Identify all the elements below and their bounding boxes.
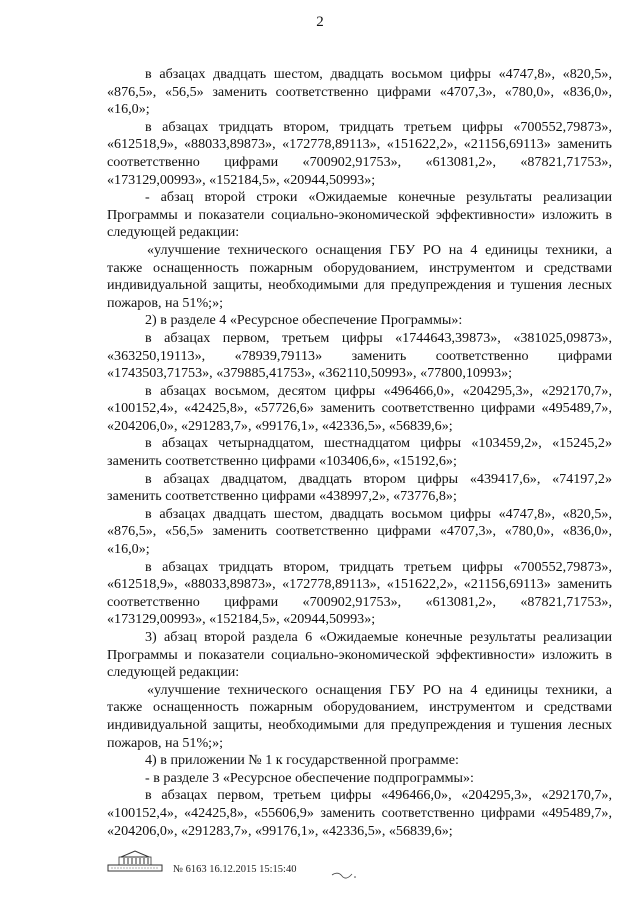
paragraph: в абзацах двадцать шестом, двадцать восьмом цифры «4747,8», «820,5», «876,5», «56,5» заменить соответственно цифрами «4707,3», «780,0», «836,0», «16,0»; (107, 66, 612, 118)
paragraph: в абзацах тридцать втором, тридцать третьем цифры «700552,79873», «612518,9», «88033,89873», «172778,89113», «151622,2», «21156,69113» заменить соответственно цифрами «700902,91753», «613081,2», «87821,71753», «173129,00993», «152184,5», «20944,50993»; (107, 118, 612, 188)
paragraph: 3) абзац второй раздела 6 «Ожидаемые конечные результаты реализации Программы и показатели социально-экономической эффективности» изложить в следующей редакции: (107, 629, 612, 681)
document-body (107, 66, 612, 840)
paragraph: «улучшение технического оснащения ГБУ РО на 4 единицы техники, а также оснащенность пожарным оборудованием, инструментом и средствами индивидуальной защиты, необходимыми для предупреждения и тушения лесных пожаров, на 51%;»; (107, 681, 612, 751)
paragraph: в абзацах тридцать втором, тридцать третьем цифры «700552,79873», «612518,9», «88033,89873», «172778,89113», «151622,2», «21156,69113» заменить соответственно цифрами «700902,91753», «613081,2», «87821,71753», «173129,00993», «152184,5», «20944,50993»; (107, 558, 612, 628)
paragraph: в абзацах первом, третьем цифры «1744643,39873», «381025,09873», «363250,19113», «78939,79113» заменить соответственно цифрами «1743503,71753», «379885,41753», «362110,50993», «77800,10993»; (107, 329, 612, 382)
paragraph: 2) в разделе 4 «Ресурсное обеспечение Программы»: (145, 312, 463, 329)
paragraph: в абзацах четырнадцатом, шестнадцатом цифры «103459,2», «15245,2» заменить соответственно цифрами «103406,6», «15192,6»; (107, 435, 612, 470)
paragraph: в абзацах восьмом, десятом цифры «496466,0», «204295,3», «292170,7», «100152,4», «42425,8», «57726,6» заменить соответственно цифрами «495489,7», «204206,0», «291283,7», «99176,1», «42336,5», «56839,6»; (107, 382, 612, 434)
paragraph: - абзац второй строки «Ожидаемые конечные результаты реализации Программы и показатели социально-экономической эффективности» изложить в следующей редакции: (107, 189, 612, 241)
ink-mark-icon (330, 868, 360, 882)
registration-footer (107, 848, 527, 878)
paragraph: в абзацах двадцатом, двадцать втором цифры «439417,6», «74197,2» заменить соответственно цифрами «438997,2», «73776,8»; (107, 470, 612, 505)
building-seal-icon (107, 848, 163, 874)
paragraph: в абзацах первом, третьем цифры «496466,0», «204295,3», «292170,7», «100152,4», «42425,8», «55606,9» заменить соответственно цифрами «495489,7», «204206,0», «291283,7», «99176,1», «42336,5», «56839,6»; (107, 787, 612, 839)
paragraph: 4) в приложении № 1 к государственной программе: (145, 752, 459, 769)
paragraph: в абзацах двадцать шестом, двадцать восьмом цифры «4747,8», «820,5», «876,5», «56,5» заменить соответственно цифрами «4707,3», «780,0», «836,0», «16,0»; (107, 505, 612, 558)
page-number: 2 (316, 14, 324, 30)
paragraph: - в разделе 3 «Ресурсное обеспечение подпрограммы»: (145, 769, 474, 786)
paragraph: «улучшение технического оснащения ГБУ РО на 4 единицы техники, а также оснащенность пожарным оборудованием, инструментом и средствами индивидуальной защиты, необходимыми для предупреждения и тушения лесных пожаров, на 51%;»; (107, 241, 612, 311)
registration-stamp: № 6163 16.12.2015 15:15:40 (173, 864, 297, 875)
